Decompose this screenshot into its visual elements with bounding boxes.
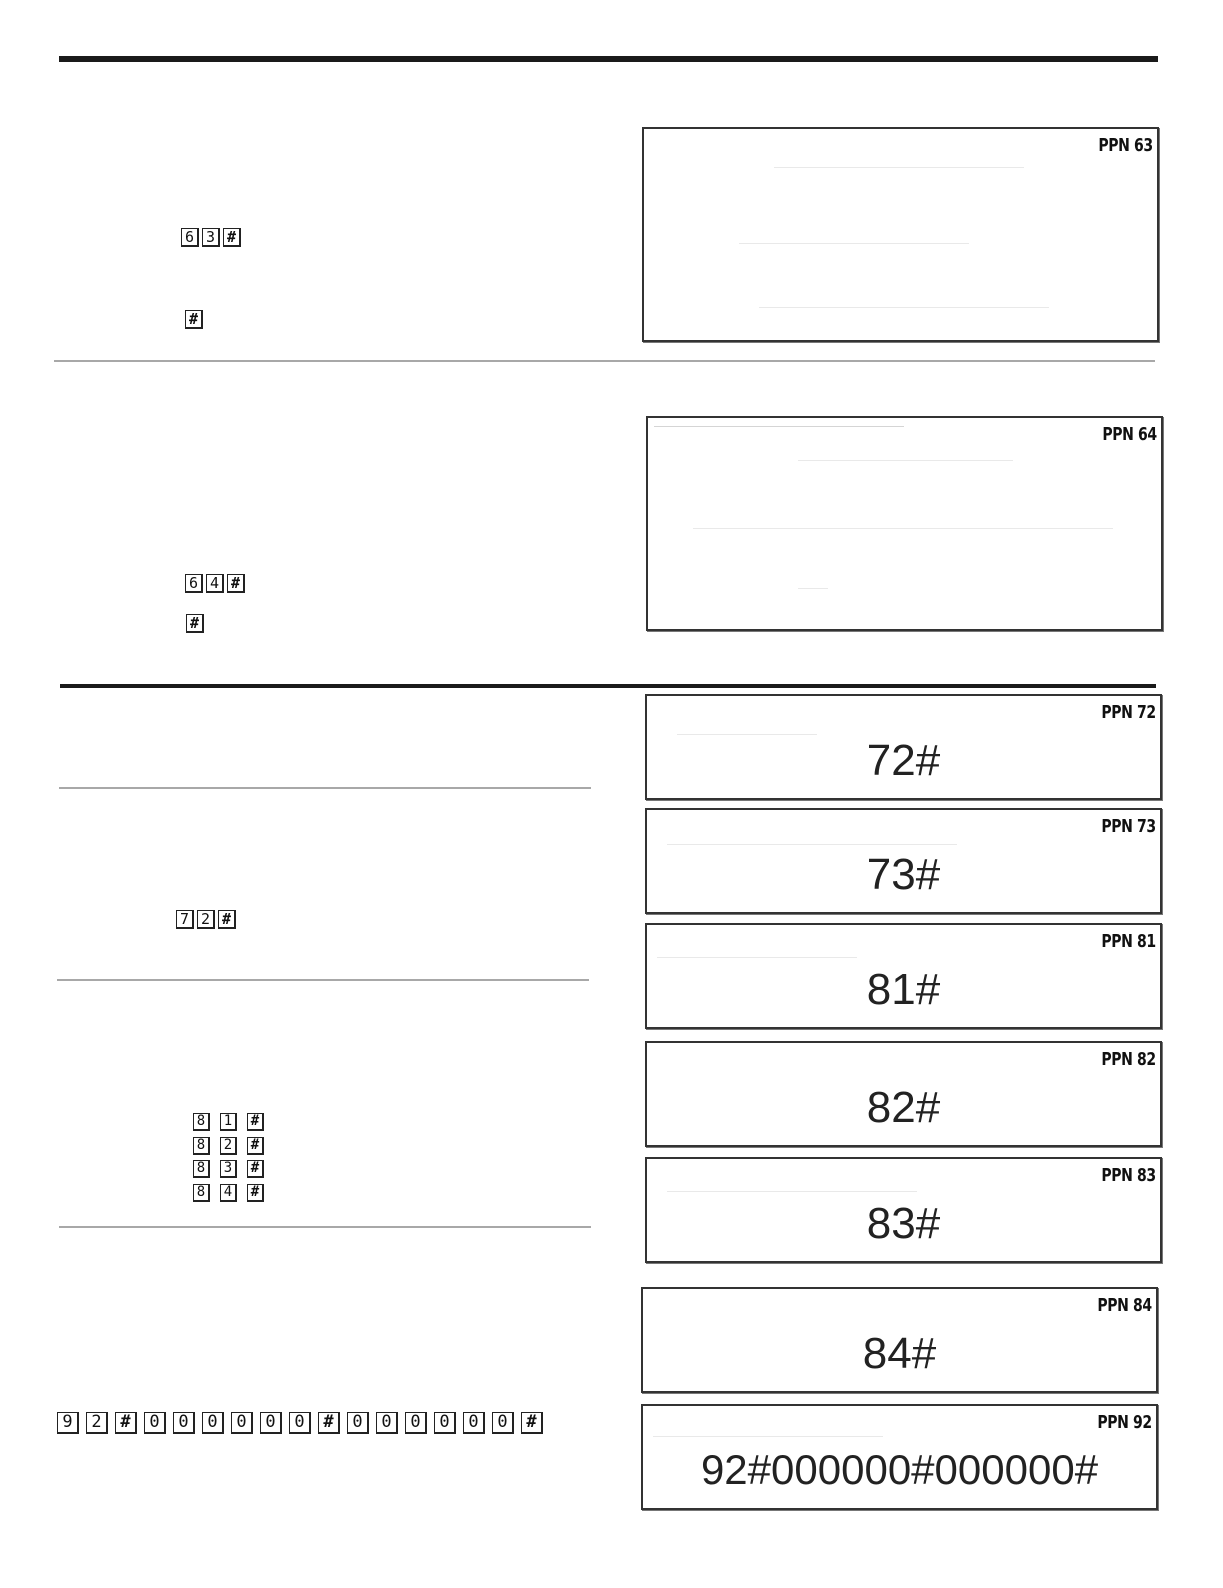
display-panel-ppn63 <box>642 127 1159 342</box>
display-code: 73# <box>866 850 941 899</box>
faint-line <box>653 1436 883 1437</box>
panel-label: PPN 92 <box>1097 1412 1152 1433</box>
digit-key-icon: 0 <box>434 1412 456 1434</box>
digit-key-icon: 4 <box>220 1184 237 1202</box>
display-panel-ppn81 <box>645 923 1162 1029</box>
hash-key-icon: # <box>227 574 245 593</box>
digit-key-icon: 0 <box>202 1412 224 1434</box>
key-sequence-63 <box>181 228 241 247</box>
digit-key-icon: 0 <box>492 1412 514 1434</box>
digit-key-icon: 2 <box>220 1137 237 1155</box>
display-panel-ppn72 <box>645 694 1162 800</box>
key-sequence-83 <box>193 1160 264 1178</box>
panel-label: PPN 73 <box>1101 816 1156 837</box>
hash-key-icon: # <box>218 910 236 929</box>
faint-line <box>657 957 857 958</box>
digit-key-icon: 6 <box>185 574 203 593</box>
faint-line <box>798 460 1013 461</box>
divider-72 <box>59 787 591 789</box>
faint-line <box>654 426 904 427</box>
faint-line <box>798 588 828 589</box>
key-sequence-82 <box>193 1137 264 1155</box>
digit-key-icon: 1 <box>220 1113 237 1131</box>
digit-key-icon: 0 <box>144 1412 166 1434</box>
faint-line <box>677 734 817 735</box>
display-code: 72# <box>866 736 941 785</box>
faint-line <box>774 167 1024 168</box>
panel-label: PPN 72 <box>1101 702 1156 723</box>
hash-key-icon: # <box>247 1113 264 1131</box>
digit-key-icon: 6 <box>181 228 199 247</box>
digit-key-icon: 4 <box>206 574 224 593</box>
display-code: 81# <box>866 965 941 1014</box>
digit-key-icon: 3 <box>220 1160 237 1178</box>
key-sequence-64-confirm <box>186 614 204 633</box>
digit-key-icon: 8 <box>193 1184 210 1202</box>
digit-key-icon: 3 <box>202 228 220 247</box>
faint-line <box>667 1191 917 1192</box>
panel-label: PPN 84 <box>1097 1295 1152 1316</box>
section-divider-1 <box>54 360 1155 362</box>
key-sequence-92 <box>57 1412 543 1434</box>
hash-key-icon: # <box>247 1184 264 1202</box>
hash-key-icon: # <box>185 310 203 329</box>
display-code: 83# <box>866 1199 941 1248</box>
key-sequence-64 <box>185 574 245 593</box>
digit-key-icon: 0 <box>376 1412 398 1434</box>
digit-key-icon: 0 <box>173 1412 195 1434</box>
panel-label: PPN 64 <box>1102 424 1157 445</box>
digit-key-icon: 2 <box>197 910 215 929</box>
faint-line <box>739 243 969 244</box>
display-panel-ppn64 <box>646 416 1163 631</box>
display-code: 92#000000#000000# <box>700 1446 1099 1493</box>
digit-key-icon: 8 <box>193 1137 210 1155</box>
digit-key-icon: 9 <box>57 1412 79 1434</box>
hash-key-icon: # <box>115 1412 137 1434</box>
display-panel-ppn82 <box>645 1041 1162 1147</box>
panel-label: PPN 82 <box>1101 1049 1156 1070</box>
digit-key-icon: 0 <box>347 1412 369 1434</box>
faint-line <box>667 844 957 845</box>
key-sequence-84 <box>193 1184 264 1202</box>
divider-81 <box>57 979 589 981</box>
digit-key-icon: 0 <box>463 1412 485 1434</box>
top-rule <box>59 56 1158 62</box>
display-code: 82# <box>866 1083 941 1132</box>
digit-key-icon: 0 <box>260 1412 282 1434</box>
hash-key-icon: # <box>521 1412 543 1434</box>
digit-key-icon: 8 <box>193 1113 210 1131</box>
divider-92 <box>59 1226 591 1228</box>
digit-key-icon: 2 <box>86 1412 108 1434</box>
faint-line <box>693 528 1113 529</box>
panel-label: PPN 83 <box>1101 1165 1156 1186</box>
hash-key-icon: # <box>247 1160 264 1178</box>
display-panel-ppn73 <box>645 808 1162 914</box>
digit-key-icon: 0 <box>289 1412 311 1434</box>
display-panel-ppn84 <box>641 1287 1158 1393</box>
key-sequence-63-confirm <box>185 310 203 329</box>
key-sequence-72 <box>176 910 236 929</box>
digit-key-icon: 7 <box>176 910 194 929</box>
digit-key-icon: 0 <box>231 1412 253 1434</box>
digit-key-icon: 0 <box>405 1412 427 1434</box>
key-sequence-81 <box>193 1113 264 1131</box>
display-code: 84# <box>862 1329 937 1378</box>
hash-key-icon: # <box>318 1412 340 1434</box>
panel-label: PPN 63 <box>1098 135 1153 156</box>
panel-label: PPN 81 <box>1101 931 1156 952</box>
display-panel-ppn92 <box>641 1404 1158 1510</box>
digit-key-icon: 8 <box>193 1160 210 1178</box>
hash-key-icon: # <box>223 228 241 247</box>
faint-line <box>759 307 1049 308</box>
hash-key-icon: # <box>186 614 204 633</box>
section-rule-2 <box>60 684 1156 688</box>
display-panel-ppn83 <box>645 1157 1162 1263</box>
hash-key-icon: # <box>247 1137 264 1155</box>
